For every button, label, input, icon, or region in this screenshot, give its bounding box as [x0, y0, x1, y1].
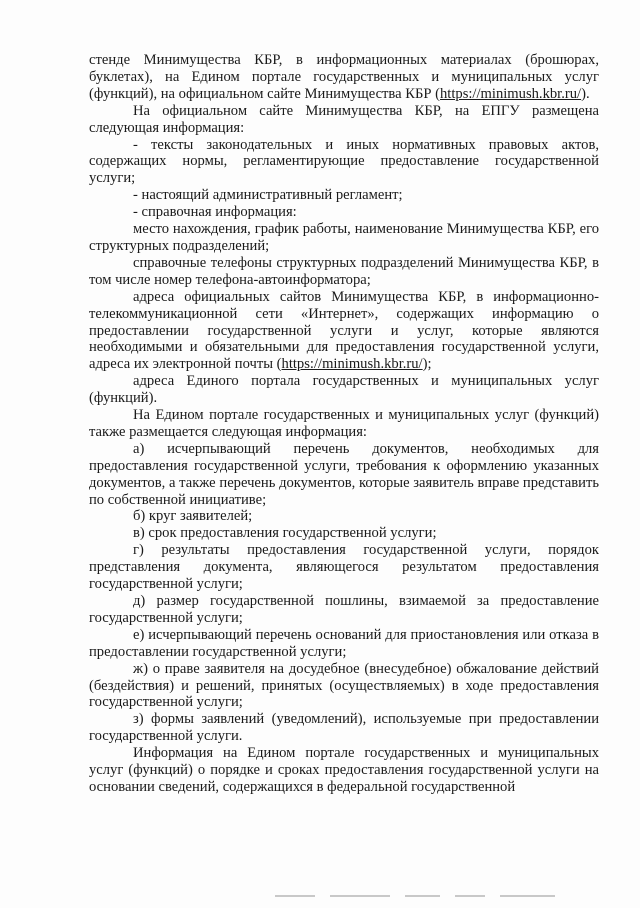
paragraph-portal-info: На Едином портале государственных и муниципальных услуг (функций) также размещается следующая информация:: [89, 407, 599, 440]
scan-artifact: [500, 895, 555, 897]
paragraph-location-schedule: место нахождения, график работы, наименование Минимущества КБР, его структурных подразделений;: [89, 221, 599, 254]
list-item-b: б) круг заявителей;: [133, 508, 253, 525]
paragraph-website-addresses: адреса официальных сайтов Минимущества КБР, в информационно-телекоммуникационной сети «Интернет», содержащих информацию о предоставлении государственной услуги и услуг, которые являются необходимыми и обязательными для предоставления государственной услуги, адреса их электронной почты (https://minimush.kbr.ru/);: [89, 288, 599, 373]
paragraph-phones: справочные телефоны структурных подразделений Минимущества КБР, в том числе номер телефона-автоинформатора;: [89, 254, 599, 288]
list-item-regulation: - настоящий административный регламент;: [133, 187, 403, 204]
ministry-website-link-2[interactable]: https://minimush.kbr.ru/: [281, 356, 423, 373]
scan-artifact: [405, 895, 440, 897]
paragraph-portal-addresses: адреса Единого портала государственных и муниципальных услуг (функций).: [89, 373, 599, 407]
ministry-website-link[interactable]: https://minimush.kbr.ru/: [440, 85, 582, 102]
scan-artifact: [275, 895, 315, 897]
list-item-d: д) размер государственной пошлины, взимаемой за предоставление государственной услуги;: [89, 593, 599, 626]
list-item-e: е) исчерпывающий перечень оснований для приостановления или отказа в предоставлении государственной услуги;: [89, 626, 599, 660]
list-item-g: г) результаты предоставления государственной услуги, порядок представления документа, являющегося результатом предоставления государственной услуги;: [89, 542, 599, 593]
list-item-legal-acts: - тексты законодательных и иных нормативных правовых актов, содержащих нормы, регламентирующие предоставление государственной услуги;: [89, 136, 599, 187]
list-item-zh: ж) о праве заявителя на досудебное (внесудебное) обжалование действий (бездействия) и решений, принятых (осуществляемых) в ходе предоставления государственной услуги;: [89, 660, 599, 711]
list-item-a: а) исчерпывающий перечень документов, необходимых для предоставления государственной услуги, требования к оформлению указанных документов, а также перечень документов, которые заявитель вправе представить по собственной инициативе;: [89, 440, 599, 508]
paragraph-stand-info: стенде Минимущества КБР, в информационных материалах (брошюрах, буклетах), на Едином портале государственных и муниципальных услуг (функций), на официальном сайте Минимущества КБР (https://minimush.kbr.ru/).: [89, 52, 599, 102]
list-item-v: в) срок предоставления государственной услуги;: [133, 525, 437, 542]
document-body: [89, 52, 599, 796]
paragraph-website-info: На официальном сайте Минимущества КБР, на ЕПГУ размещена следующая информация:: [89, 102, 599, 136]
list-item-reference-info: - справочная информация:: [133, 204, 297, 221]
scan-artifact: [455, 895, 485, 897]
scan-artifact: [330, 895, 390, 897]
paragraph-portal-procedure: Информация на Едином портале государственных и муниципальных услуг (функций) о порядке и сроках предоставления государственной услуги на основании сведений, содержащихся в федеральной государственной: [89, 745, 599, 795]
list-item-z: з) формы заявлений (уведомлений), используемые при предоставлении государственной услуги.: [89, 711, 599, 745]
